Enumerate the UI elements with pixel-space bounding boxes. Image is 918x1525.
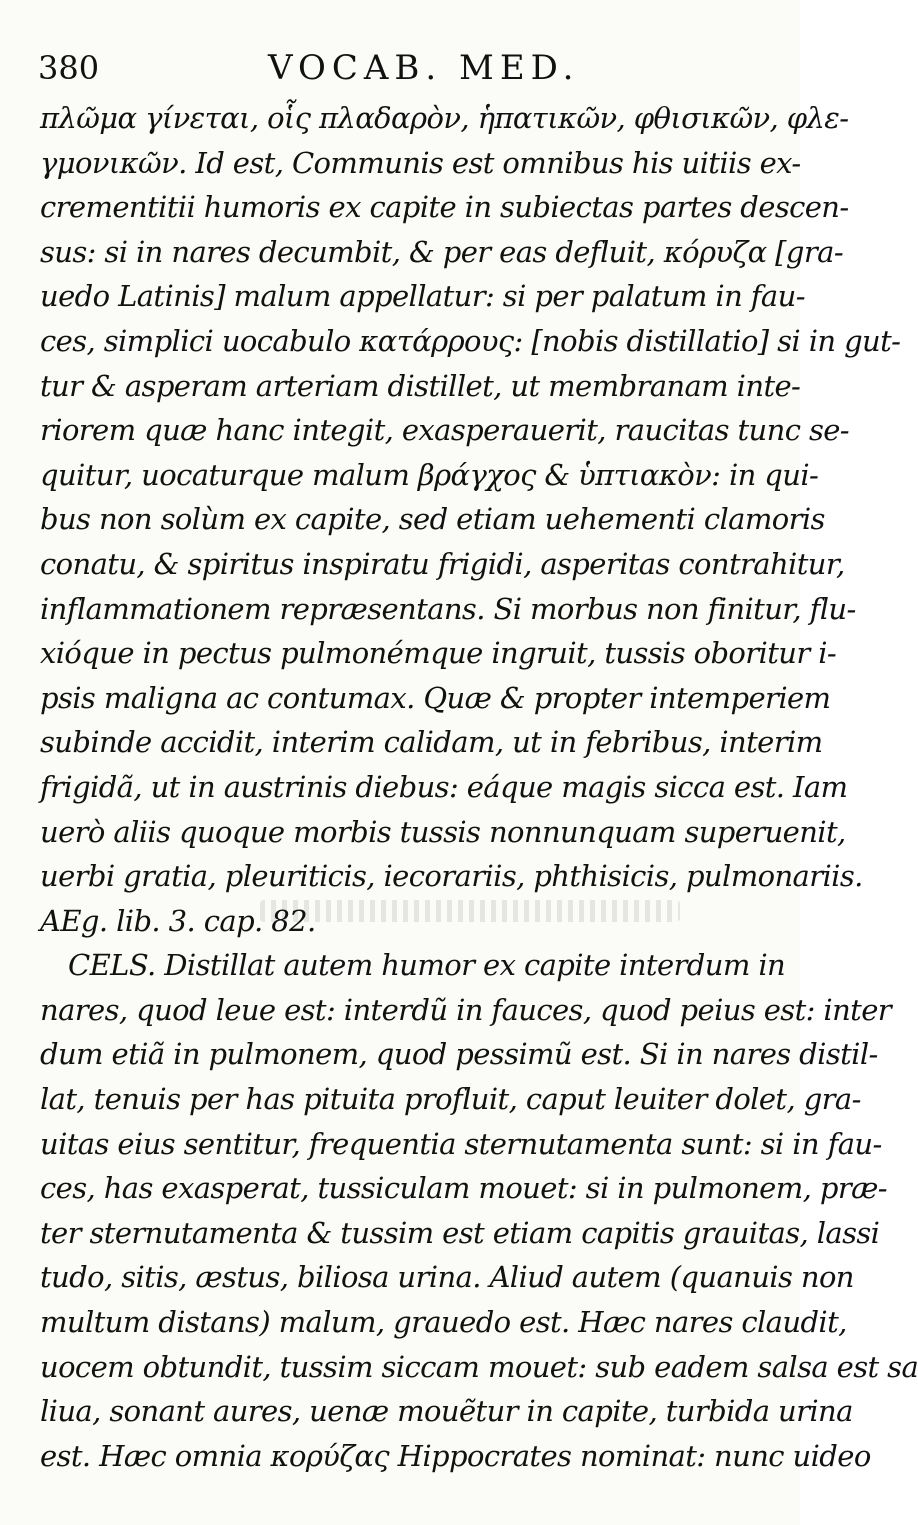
text-line: uerò aliis quoque morbis tussis nonnunquam superuenit, — [40, 814, 846, 849]
running-head: VOCAB. MED. — [268, 48, 580, 88]
text-line: xióque in pectus pulmonémque ingruit, tussis oboritur i- — [40, 636, 837, 671]
text-line: πλῶμα γίνεται, οἷς πλαδαρὸν, ἡπατικῶν, φθισικῶν, φλε- — [40, 101, 849, 135]
text-line: psis maligna ac contumax. Quæ & propter intemperiem — [40, 680, 831, 715]
text-line: multum distans) malum, grauedo est. Hæc nares claudit, — [40, 1305, 847, 1340]
text-line: dum etiã in pulmonem, quod pessimũ est. Si in nares distil- — [40, 1037, 878, 1072]
text-line: γμονικῶν. Id est, Communis est omnibus his uitiis ex- — [40, 145, 801, 180]
text-line: bus non solùm ex capite, sed etiam uehementi clamoris — [40, 502, 825, 537]
body-text — [40, 96, 918, 1478]
text-line: quitur, uocaturque malum βράγχος & ὑπτιακὸν: in qui- — [40, 457, 819, 492]
page-number: 380 — [38, 49, 100, 87]
text-line: crementitii humoris ex capite in subiectas partes descen- — [40, 190, 849, 225]
text-line: CELS. Distillat autem humor ex capite interdum in — [68, 948, 786, 983]
text-line: conatu, & spiritus inspiratu frigidi, asperitas contrahitur, — [40, 546, 845, 581]
text-line: frigidã, ut in austrinis diebus: eáque magis sicca est. Iam — [40, 769, 848, 804]
text-line: tudo, sitis, æstus, biliosa urina. Aliud autem (quanuis non — [40, 1260, 854, 1295]
text-line: uerbi gratia, pleuriticis, iecorariis, phthisicis, pulmonariis. — [40, 859, 863, 894]
text-line: inflammationem repræsentans. Si morbus non finitur, flu- — [40, 591, 856, 626]
page-header — [38, 44, 778, 94]
text-line: riorem quæ hanc integit, exasperauerit, raucitas tunc se- — [40, 413, 849, 448]
text-line: ter sternutamenta & tussim est etiam capitis grauitas, lassi — [40, 1215, 880, 1250]
text-line: subinde accidit, interim calidam, ut in febribus, interim — [40, 725, 823, 760]
text-line: sus: si in nares decumbit, & per eas defluit, κόρυζα [gra- — [40, 234, 844, 269]
text-line: AEg. lib. 3. cap. 82. — [40, 903, 316, 938]
text-line: lat, tenuis per has pituita profluit, caput leuiter dolet, gra- — [40, 1082, 861, 1117]
text-line: ces, simplici uocabulo κατάρρους: [nobis distillatio] si in gut- — [40, 323, 901, 358]
text-line: uocem obtundit, tussim siccam mouet: sub eadem salsa est sa — [40, 1349, 918, 1384]
text-line: liua, sonant aures, uenæ mouẽtur in capite, turbida urina — [40, 1394, 853, 1429]
text-line: nares, quod leue est: interdũ in fauces, quod peius est: inter — [40, 992, 892, 1027]
text-line: uedo Latinis] malum appellatur: si per palatum in fau- — [40, 279, 805, 314]
text-line: tur & asperam arteriam distillet, ut membranam inte- — [40, 368, 801, 403]
text-line: est. Hæc omnia κορύζας Hippocrates nominat: nunc uideo — [40, 1438, 871, 1473]
text-line: uitas eius sentitur, frequentia sternutamenta sunt: si in fau- — [40, 1126, 882, 1161]
text-line: ces, has exasperat, tussiculam mouet: si in pulmonem, præ- — [40, 1171, 887, 1206]
